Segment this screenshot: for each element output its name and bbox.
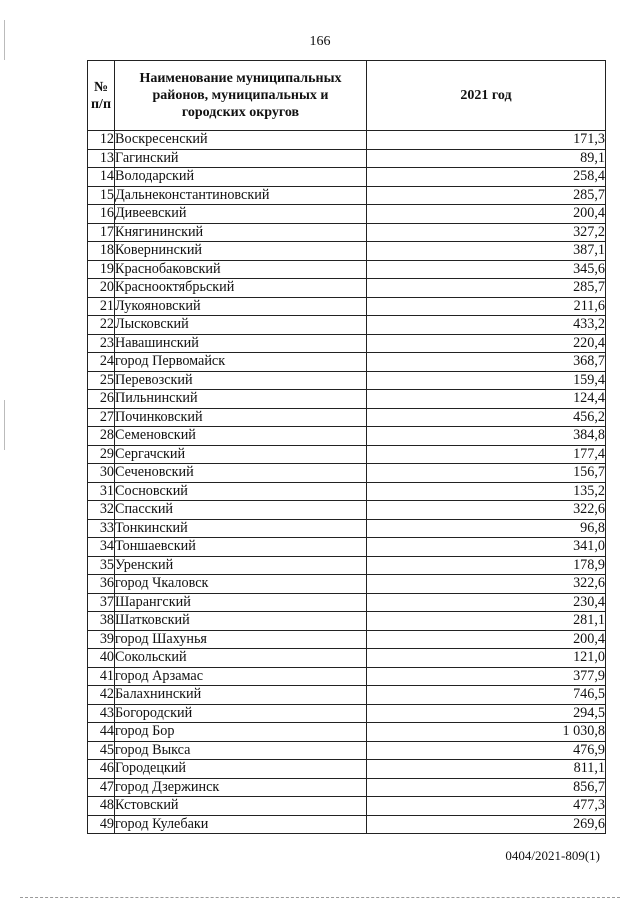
- table-row: [88, 704, 606, 723]
- row-number: 12: [88, 131, 115, 150]
- table-row: [88, 815, 606, 834]
- table-row: [88, 667, 606, 686]
- row-value: 178,9: [367, 556, 606, 575]
- row-number: 49: [88, 815, 115, 834]
- row-value: 368,7: [367, 353, 606, 372]
- row-number: 47: [88, 778, 115, 797]
- row-number: 48: [88, 797, 115, 816]
- row-name: город Кулебаки: [115, 815, 367, 834]
- row-number: 16: [88, 205, 115, 224]
- table-row: [88, 371, 606, 390]
- row-name: город Арзамас: [115, 667, 367, 686]
- row-value: 746,5: [367, 686, 606, 705]
- table-row: [88, 279, 606, 298]
- table-row: [88, 593, 606, 612]
- row-number: 45: [88, 741, 115, 760]
- table-row: [88, 223, 606, 242]
- row-number: 24: [88, 353, 115, 372]
- table-row: [88, 686, 606, 705]
- row-name: город Чкаловск: [115, 575, 367, 594]
- row-name: Пильнинский: [115, 390, 367, 409]
- row-name: Богородский: [115, 704, 367, 723]
- row-value: 387,1: [367, 242, 606, 261]
- row-name: Шатковский: [115, 612, 367, 631]
- row-name: Уренский: [115, 556, 367, 575]
- row-value: 159,4: [367, 371, 606, 390]
- row-name: Лысковский: [115, 316, 367, 335]
- row-number: 46: [88, 760, 115, 779]
- row-name: Тонкинский: [115, 519, 367, 538]
- row-number: 38: [88, 612, 115, 631]
- row-number: 34: [88, 538, 115, 557]
- table-row: [88, 242, 606, 261]
- row-name: город Дзержинск: [115, 778, 367, 797]
- row-value: 322,6: [367, 501, 606, 520]
- row-value: 294,5: [367, 704, 606, 723]
- row-name: город Шахунья: [115, 630, 367, 649]
- row-value: 89,1: [367, 149, 606, 168]
- row-name: Сергачский: [115, 445, 367, 464]
- header-year: 2021 год: [367, 61, 606, 131]
- table-row: [88, 649, 606, 668]
- row-number: 35: [88, 556, 115, 575]
- row-number: 32: [88, 501, 115, 520]
- row-number: 31: [88, 482, 115, 501]
- row-number: 39: [88, 630, 115, 649]
- row-number: 23: [88, 334, 115, 353]
- row-name: Лукояновский: [115, 297, 367, 316]
- table-row: [88, 519, 606, 538]
- row-name: Дивеевский: [115, 205, 367, 224]
- row-value: 177,4: [367, 445, 606, 464]
- row-number: 17: [88, 223, 115, 242]
- row-name: Гагинский: [115, 149, 367, 168]
- row-name: Спасский: [115, 501, 367, 520]
- row-number: 43: [88, 704, 115, 723]
- row-number: 33: [88, 519, 115, 538]
- row-name: Навашинский: [115, 334, 367, 353]
- row-value: 156,7: [367, 464, 606, 483]
- row-value: 96,8: [367, 519, 606, 538]
- table-row: [88, 778, 606, 797]
- table-row: [88, 612, 606, 631]
- row-value: 281,1: [367, 612, 606, 631]
- table-row: [88, 501, 606, 520]
- row-value: 456,2: [367, 408, 606, 427]
- table-row: [88, 297, 606, 316]
- row-number: 20: [88, 279, 115, 298]
- table-row: [88, 723, 606, 742]
- row-number: 28: [88, 427, 115, 446]
- row-value: 384,8: [367, 427, 606, 446]
- table-row: [88, 168, 606, 187]
- row-number: 13: [88, 149, 115, 168]
- table-row: [88, 390, 606, 409]
- row-name: Володарский: [115, 168, 367, 187]
- row-name: Воскресенский: [115, 131, 367, 150]
- table-row: [88, 482, 606, 501]
- row-name: Тоншаевский: [115, 538, 367, 557]
- row-number: 36: [88, 575, 115, 594]
- table-row: [88, 630, 606, 649]
- row-name: Краснобаковский: [115, 260, 367, 279]
- row-number: 25: [88, 371, 115, 390]
- table-row: [88, 445, 606, 464]
- table-row: [88, 316, 606, 335]
- row-name: Семеновский: [115, 427, 367, 446]
- row-name: город Первомайск: [115, 353, 367, 372]
- row-value: 124,4: [367, 390, 606, 409]
- table-row: [88, 334, 606, 353]
- row-value: 230,4: [367, 593, 606, 612]
- row-value: 327,2: [367, 223, 606, 242]
- scan-edge-mark: [4, 400, 5, 450]
- row-number: 15: [88, 186, 115, 205]
- table-row: [88, 353, 606, 372]
- row-number: 22: [88, 316, 115, 335]
- table-row: [88, 760, 606, 779]
- row-value: 341,0: [367, 538, 606, 557]
- table-row: [88, 408, 606, 427]
- row-name: Починковский: [115, 408, 367, 427]
- row-number: 29: [88, 445, 115, 464]
- row-name: город Выкса: [115, 741, 367, 760]
- row-value: 121,0: [367, 649, 606, 668]
- row-name: город Бор: [115, 723, 367, 742]
- table-row: [88, 464, 606, 483]
- row-value: 258,4: [367, 168, 606, 187]
- row-value: 377,9: [367, 667, 606, 686]
- row-number: 44: [88, 723, 115, 742]
- row-number: 21: [88, 297, 115, 316]
- row-number: 42: [88, 686, 115, 705]
- row-value: 345,6: [367, 260, 606, 279]
- row-number: 14: [88, 168, 115, 187]
- row-value: 477,3: [367, 797, 606, 816]
- row-value: 269,6: [367, 815, 606, 834]
- row-number: 41: [88, 667, 115, 686]
- table-row: [88, 556, 606, 575]
- row-value: 171,3: [367, 131, 606, 150]
- table-body: [88, 131, 606, 834]
- row-name: Дальнеконстантиновский: [115, 186, 367, 205]
- row-number: 26: [88, 390, 115, 409]
- row-name: Княгининский: [115, 223, 367, 242]
- row-name: Городецкий: [115, 760, 367, 779]
- row-name: Сосновский: [115, 482, 367, 501]
- row-name: Шарангский: [115, 593, 367, 612]
- row-value: 135,2: [367, 482, 606, 501]
- row-number: 37: [88, 593, 115, 612]
- row-number: 27: [88, 408, 115, 427]
- row-value: 476,9: [367, 741, 606, 760]
- table-row: [88, 538, 606, 557]
- table-row: [88, 575, 606, 594]
- row-name: Ковернинский: [115, 242, 367, 261]
- row-number: 30: [88, 464, 115, 483]
- document-code: 0404/2021-809(1): [505, 848, 600, 863]
- row-number: 40: [88, 649, 115, 668]
- row-value: 285,7: [367, 186, 606, 205]
- table-row: [88, 427, 606, 446]
- row-name: Сеченовский: [115, 464, 367, 483]
- row-name: Кстовский: [115, 797, 367, 816]
- row-value: 211,6: [367, 297, 606, 316]
- table-row: [88, 741, 606, 760]
- row-value: 200,4: [367, 630, 606, 649]
- row-name: Сокольский: [115, 649, 367, 668]
- table-row: [88, 260, 606, 279]
- table-header-row: [88, 61, 606, 131]
- row-value: 285,7: [367, 279, 606, 298]
- table-row: [88, 205, 606, 224]
- header-num: № п/п: [88, 61, 115, 131]
- row-value: 200,4: [367, 205, 606, 224]
- page-number: 166: [309, 34, 331, 49]
- row-name: Перевозский: [115, 371, 367, 390]
- header-name: Наименование муниципальных районов, муниципальных и городских округов: [115, 61, 367, 131]
- row-value: 856,7: [367, 778, 606, 797]
- table-row: [88, 149, 606, 168]
- row-number: 19: [88, 260, 115, 279]
- row-value: 220,4: [367, 334, 606, 353]
- row-number: 18: [88, 242, 115, 261]
- row-value: 1 030,8: [367, 723, 606, 742]
- scan-bottom-line: [20, 897, 620, 899]
- data-table: [87, 60, 606, 834]
- row-name: Балахнинский: [115, 686, 367, 705]
- table-row: [88, 797, 606, 816]
- table-row: [88, 186, 606, 205]
- row-value: 322,6: [367, 575, 606, 594]
- row-value: 811,1: [367, 760, 606, 779]
- row-name: Краснооктябрьский: [115, 279, 367, 298]
- row-value: 433,2: [367, 316, 606, 335]
- table-row: [88, 131, 606, 150]
